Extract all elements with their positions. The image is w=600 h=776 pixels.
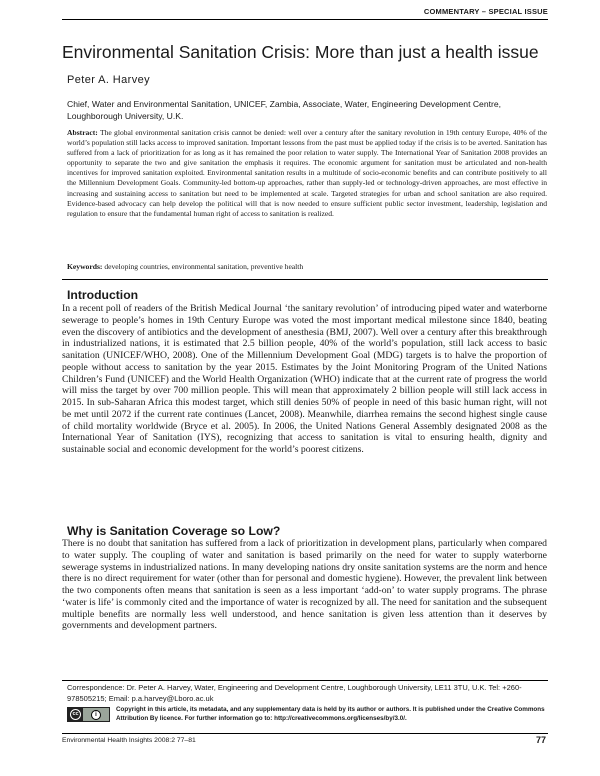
keywords [67,262,547,272]
keywords-label: Keywords: [67,262,103,271]
correspondence-note: Correspondence: Dr. Peter A. Harvey, Water, Engineering and Development Centre, Loughborough University, LE11 3TU, U.K. Tel: +260-978505215; Email: p.a.harvey@Lboro.ac.uk [67,683,522,703]
section-heading-why-low: Why is Sanitation Coverage so Low? [67,524,281,538]
page-footer-rule [62,733,548,734]
journal-reference: Environmental Health Insights 2008:2 77–81 [62,737,196,744]
author-affiliation: Chief, Water and Environmental Sanitation, UNICEF, Zambia, Associate, Water, Engineering Development Centre, Loughborough University, U.K. [67,99,502,121]
page-number: 77 [535,735,546,745]
abstract-text: The global environmental sanitation crisis cannot be denied: well over a century after the sanitary revolution in 19th century Europe, 40% of the world’s population still lacks access to improved sanitation. Important lessons from the past must be applied today if the crisis is to be averted. Sanitation has suffered from a lack of prioritization for as long as it has remained the poor relation to water supply. The International Year of Sanitation 2008 provides an opportunity to separate the two and give sanitation the emphasis it requires. The economic argument for sanitation must be articulated and non-health incentives for improved sanitation exploited. Environmental sanitation results in a multitude of socio-economic benefits and can contribute positively to all the Millennium Development Goals. Community-led bottom-up approaches, rather than supply-led or technology-driven approaches, are most effective in increasing and sustaining access to sanitation but need to be implemented at scale. Targeted strategies for urban and school sanitation are also required. Evidence-based advocacy can help develop the political will that is now needed to ensure sufficient public sector investment, leadership, legislation and regulation to ensure that the fundamental human right of access to sanitation is realized. [67,128,547,218]
article-title: Environmental Sanitation Crisis: More than just a health issue [62,42,539,62]
author-name: Peter A. Harvey [67,74,151,86]
cc-logo-icon [68,708,83,721]
copyright-notice: Copyright in this article, its metadata, and any supplementary data is held by its author or authors. It is published under the Creative Commons Attribution By licence. For further information go to: http://creativecommons.org/licenses/by/3.0/. [116,706,545,722]
attribution-icon [83,708,109,721]
section-text-why-low: There is no doubt that sanitation has suffered from a lack of prioritization in development plans, particularly when compared to water supply. The coupling of water and sanitation is based primarily on the need for water to supply waterborne sewerage systems in industrialized nations. In many developing nations dry onsite sanitation systems are the norm and hence there is no direct requirement for water (other than for personal and domestic hygiene). However, the prevalent link between the two components often means that sanitation is seen as a less important ‘add-on’ to water supply programs. The phrase ‘water is life’ is commonly cited and the importance of water is recognized by all. The need for sanitation and the subsequent multiple benefits are normally less well understood, and hence sanitation is given less attention than it deserves by governments and development partners. [62,538,547,632]
section-text-introduction: In a recent poll of readers of the British Medical Journal ‘the sanitary revolution’ of introducing piped water and waterborne sewerage to people’s homes in 19th Century Europe was voted the most important medical milestone since 1840, beating even the discovery of antibiotics and the development of anesthesia (BMJ, 2007). Well over a century after this breakthrough in industrialized nations, it is estimated that 2.5 billion people, 40% of the world’s population, still lack access to basic sanitation (UNICEF/WHO, 2008). One of the Millennium Development Goal (MDG) targets is to halve the proportion of people without access to sanitation by the year 2015. Estimates by the Joint Monitoring Program of the United Nations Children’s Fund (UNICEF) and the World Health Organization (WHO) indicate that at the current rate of progress the world will miss the target by over 700 million people. This will mean that approximately 2 billion people will still lack access in 2015. In sub-Saharan Africa this modest target, which still denies 50% of people in need of this basic human right, will not be met until 2072 if the current rate continues (Lancet, 2008). Meanwhile, diarrhea remains the second highest single cause of child mortality worldwide (Bryce et al. 2005). In 2006, the United Nations General Assembly designated 2008 as the International Year of Sanitation (IYS), recognizing that access to sanitation is vital to ensuring health, dignity and sustainable social and economic development for the world’s poorest citizens. [62,303,547,455]
cc-logo-text: cc [70,709,81,720]
footnote-rule [62,680,548,681]
header-rule [62,19,548,20]
abstract [67,128,547,219]
abstract-rule [62,279,548,280]
creative-commons-badge [67,707,110,722]
section-heading-introduction: Introduction [67,288,139,302]
attribution-icon-text: i [91,710,101,720]
keywords-text: developing countries, environmental sanitation, preventive health [104,262,304,271]
abstract-label: Abstract: [67,128,98,137]
section-tag: COMMENTARY – SPECIAL ISSUE [423,7,548,16]
